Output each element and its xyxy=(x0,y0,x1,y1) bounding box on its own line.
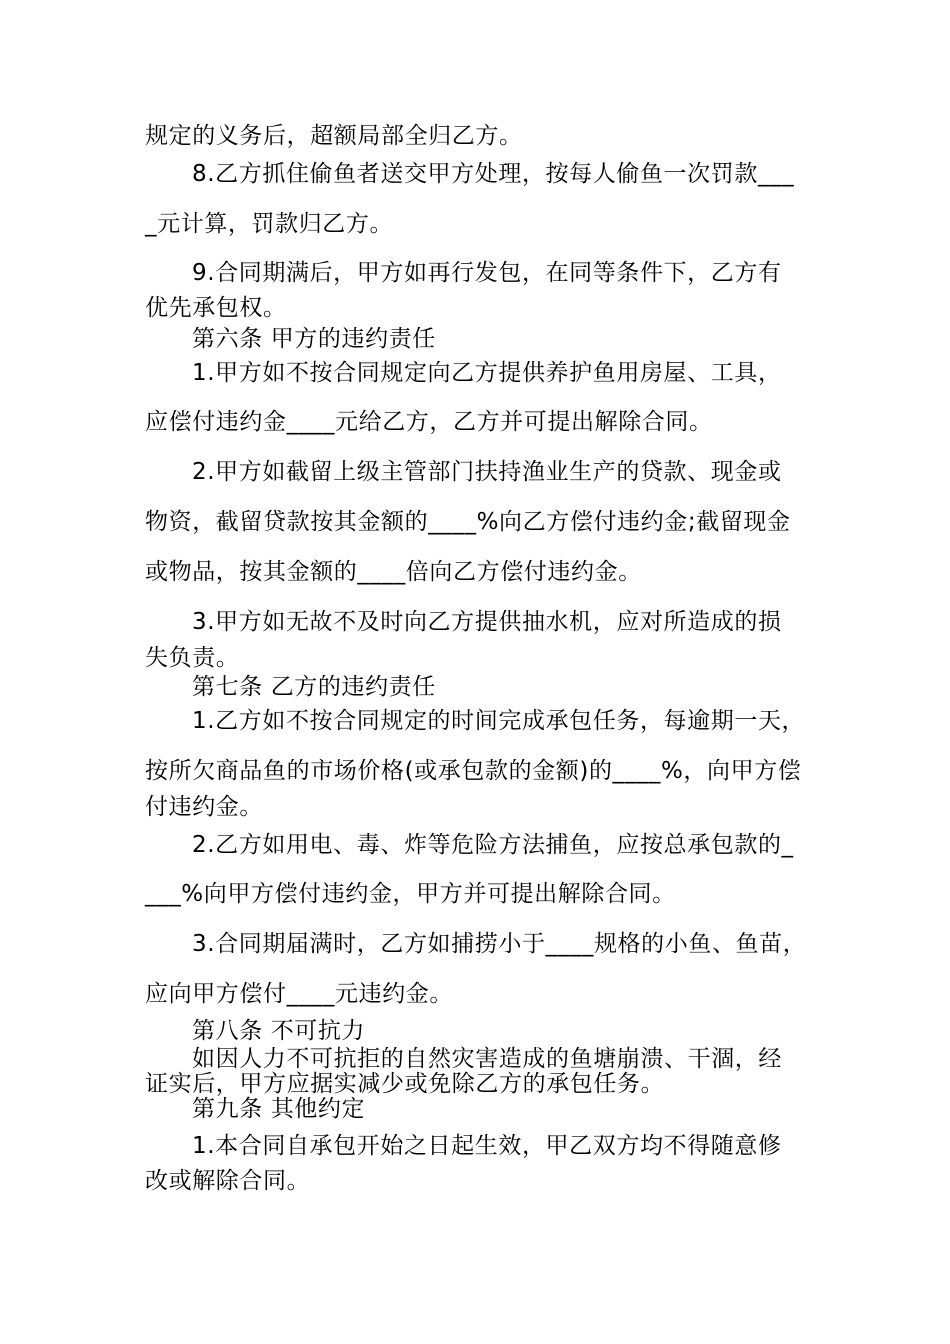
text-line: 如因人力不可抗拒的自然灾害造成的鱼塘崩溃、干涸，经 xyxy=(192,1046,782,1072)
text-line: 失负责。 xyxy=(145,645,240,671)
text-line: 1.本合同自承包开始之日起生效，甲乙双方均不得随意修 xyxy=(192,1133,782,1159)
text-line: 3.合同期届满时，乙方如捕捞小于____规格的小鱼、鱼苗， xyxy=(192,931,807,957)
text-line: 或物品，按其金额的____倍向乙方偿付违约金。 xyxy=(145,559,642,585)
text-line: 9.合同期满后，甲方如再行发包，在同等条件下，乙方有 xyxy=(192,260,782,286)
text-line: 3.甲方如无故不及时向乙方提供抽水机，应对所造成的损 xyxy=(192,609,782,635)
text-line: 付违约金。 xyxy=(145,794,263,820)
text-line: ___%向甲方偿付违约金，甲方并可提出解除合同。 xyxy=(145,881,676,907)
text-line: 2.乙方如用电、毒、炸等危险方法捕鱼，应按总承包款的_ xyxy=(192,832,794,858)
text-line: 改或解除合同。 xyxy=(145,1168,311,1194)
text-line: 物资，截留贷款按其金额的____%向乙方偿付违约金;截留现金 xyxy=(145,509,791,535)
article-heading: 第八条 不可抗力 xyxy=(192,1018,366,1044)
text-line: 按所欠商品鱼的市场价格(或承包款的金额)的____%，向甲方偿 xyxy=(145,758,802,784)
text-line: 优先承包权。 xyxy=(145,295,287,321)
text-line: 应偿付违约金____元给乙方，乙方并可提出解除合同。 xyxy=(145,409,713,435)
article-heading: 第九条 其他约定 xyxy=(192,1096,366,1122)
text-line: 规定的义务后，超额局部全归乙方。 xyxy=(145,123,523,149)
article-heading: 第七条 乙方的违约责任 xyxy=(192,674,436,700)
text-line: 1.乙方如不按合同规定的时间完成承包任务，每逾期一天， xyxy=(192,708,806,734)
text-line: _元计算，罚款归乙方。 xyxy=(145,211,394,237)
text-line: 应向甲方偿付____元违约金。 xyxy=(145,981,453,1007)
article-heading: 第六条 甲方的违约责任 xyxy=(192,326,436,352)
text-line: 2.甲方如截留上级主管部门扶持渔业生产的贷款、现金或 xyxy=(192,459,782,485)
text-line: 1.甲方如不按合同规定向乙方提供养护鱼用房屋、工具， xyxy=(192,360,782,386)
text-line: 证实后，甲方应据实减少或免除乙方的承包任务。 xyxy=(145,1071,665,1097)
text-line: 8.乙方抓住偷鱼者送交甲方处理，按每人偷鱼一次罚款___ xyxy=(192,161,795,187)
